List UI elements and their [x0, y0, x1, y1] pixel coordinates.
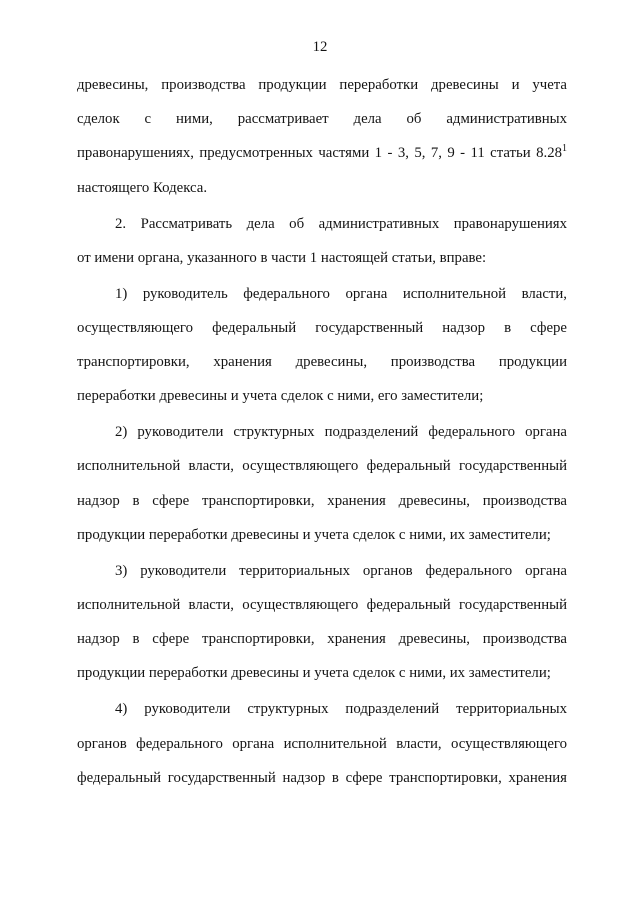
list-item-1 — [77, 277, 567, 414]
text-line: продукции переработки древесины и учета сделок с ними, их заместители; — [77, 665, 551, 682]
paragraph-continued — [77, 68, 567, 205]
list-item-3 — [77, 554, 567, 691]
text-line: федеральный государственный надзор в сфере транспортировки, хранения — [77, 769, 567, 786]
text-line: 2. Рассматривать дела об административных правонарушениях — [115, 215, 567, 232]
text-line: сделок с ними, рассматривает дела об административных — [77, 111, 567, 128]
page-number: 12 — [312, 39, 328, 55]
text-line: органов федерального органа исполнительной власти, осуществляющего — [77, 735, 567, 752]
text-line: древесины, производства продукции переработки древесины и учета — [77, 77, 567, 93]
list-item-2 — [77, 415, 567, 552]
text-line: осуществляющего федеральный государственный надзор в сфере — [77, 319, 567, 336]
text-line: 2) руководители структурных подразделений федерального органа — [115, 424, 567, 441]
text-line: переработки древесины и учета сделок с ними, его заместители; — [77, 388, 484, 405]
text-line: настоящего Кодекса. — [77, 179, 208, 196]
text-line: 1) руководитель федерального органа исполнительной власти, — [115, 285, 567, 302]
footnote-marker: 1 — [562, 143, 567, 155]
text-line: продукции переработки древесины и учета сделок с ними, их заместители; — [77, 526, 551, 543]
list-item-4 — [77, 692, 567, 795]
text-line: исполнительной власти, осуществляющего федеральный государственный — [77, 458, 567, 475]
paragraph-point-2 — [77, 207, 567, 275]
text-line: 3) руководители территориальных органов федерального органа — [115, 562, 567, 579]
text-line: надзор в сфере транспортировки, хранения древесины, производства — [77, 631, 567, 648]
text-line: от имени органа, указанного в части 1 настоящей статьи, вправе: — [77, 249, 487, 266]
text-line: исполнительной власти, осуществляющего федеральный государственный — [77, 597, 567, 613]
document-body — [77, 68, 567, 795]
text-line: надзор в сфере транспортировки, хранения древесины, производства — [77, 492, 567, 509]
text-line-content: правонарушениях, предусмотренных частями 1 - 3, 5, 7, 9 - 11 статьи 8.28 — [77, 145, 562, 162]
text-line: транспортировки, хранения древесины, производства продукции — [77, 354, 567, 371]
text-line — [77, 136, 567, 170]
text-line: 4) руководители структурных подразделений территориальных — [115, 701, 567, 718]
